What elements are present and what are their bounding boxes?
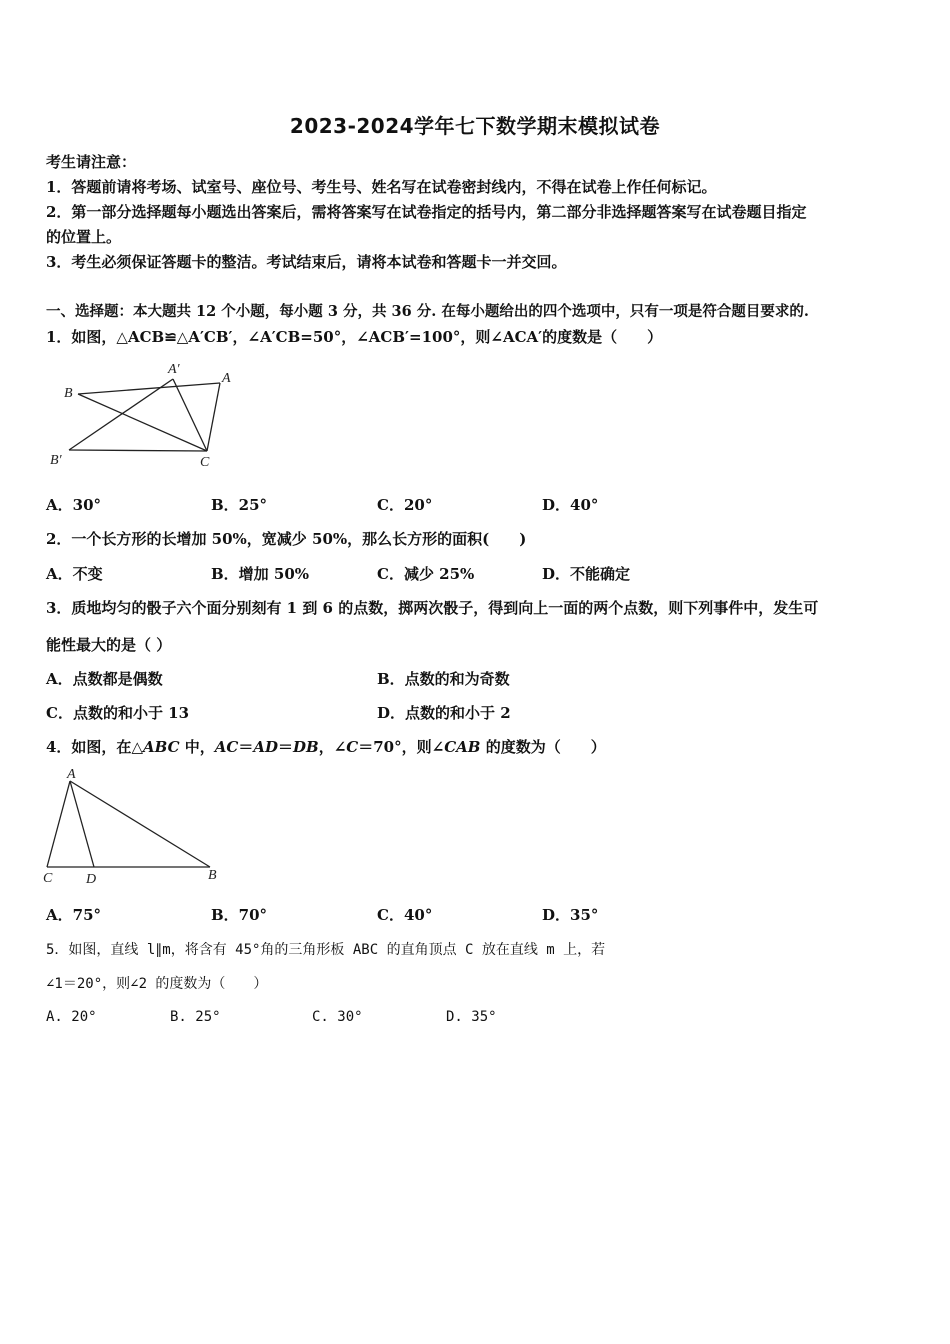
question-3-option-b: B．点数的和为奇数 — [377, 670, 510, 688]
q4-stem-c: C — [346, 738, 359, 756]
q4-stem-abc: ABC — [142, 738, 180, 756]
q1-label-b-prime: B′ — [50, 453, 62, 468]
question-1-stem: 1．如图，△ACB≌△A′CB′，∠A′CB=50°，∠ACB′=100°，则∠ACA′的度数是（ ） — [46, 328, 663, 346]
question-1-option-a: A．30° — [46, 496, 102, 514]
q4-stem-part: 4．如图，在△ — [46, 738, 143, 756]
question-3-stem-line-2: 能性最大的是（ ） — [46, 636, 172, 654]
question-4-option-b: B．70° — [211, 906, 268, 924]
notice-heading: 考生请注意： — [46, 153, 137, 171]
q4-stem-cab: CAB — [444, 738, 481, 756]
question-5-option-a: A. 20° — [46, 1009, 97, 1025]
question-4-stem — [46, 737, 606, 757]
question-2-option-c: C．减少 25% — [377, 565, 475, 583]
question-5-option-b: B. 25° — [170, 1009, 221, 1025]
section-heading: 一、选择题：本大题共 12 个小题，每小题 3 分，共 36 分. 在每小题给出的四个选项中，只有一项是符合题目要求的. — [46, 303, 809, 320]
question-4-option-c: C．40° — [377, 906, 433, 924]
question-3-stem-line-1: 3．质地均匀的骰子六个面分别刻有 1 到 6 的点数，掷两次骰子，得到向上一面的两个点数，则下列事件中，发生可 — [46, 599, 819, 617]
notice-item-1: 1．答题前请将考场、试室号、座位号、考生号、姓名写在试卷密封线内，不得在试卷上作任何标记。 — [46, 178, 717, 196]
question-3-option-a: A．点数都是偶数 — [46, 670, 163, 688]
q4-stem-ac: AC — [214, 738, 239, 756]
question-5-stem-line-2 — [46, 973, 267, 994]
q4-stem-part: ＝70°，则∠ — [358, 738, 445, 756]
question-2-option-b: B．增加 50% — [211, 565, 310, 583]
q4-label-a: A — [67, 767, 76, 782]
q5-stem-text: 5．如图，直线 l∥m，将含有 45°角的三角形板 ABC 的直角顶点 C 放在直线 m 上，若 — [46, 942, 606, 958]
notice-item-3: 3．考生必须保证答题卡的整洁。考试结束后，请将本试卷和答题卡一并交回。 — [46, 253, 567, 271]
q1-label-a-prime: A′ — [168, 362, 180, 377]
q4-label-c: C — [43, 871, 53, 886]
q1-label-b: B — [64, 386, 73, 401]
q4-label-d: D — [86, 872, 97, 887]
q1-label-c: C — [200, 455, 210, 470]
question-1-figure — [44, 356, 244, 472]
question-5-option-c: C. 30° — [312, 1009, 363, 1025]
question-2-stem: 2．一个长方形的长增加 50%，宽减少 50%，那么长方形的面积( ) — [46, 530, 527, 548]
notice-item-2: 2．第一部分选择题每小题选出答案后，需将答案写在试卷指定的括号内，第二部分非选择题答案写在试卷题目指定 — [46, 203, 807, 221]
q4-stem-part: ＝ — [238, 738, 254, 756]
q4-stem-part: ，∠ — [318, 738, 347, 756]
q4-stem-part: ＝ — [278, 738, 294, 756]
question-1-option-b: B．25° — [211, 496, 268, 514]
question-3-option-c: C．点数的和小于 13 — [46, 704, 190, 722]
question-1-option-c: C．20° — [377, 496, 433, 514]
q4-stem-ad: AD — [253, 738, 279, 756]
question-4-option-a: A．75° — [46, 906, 102, 924]
question-5-option-d: D. 35° — [446, 1009, 497, 1025]
question-2-option-a: A．不变 — [46, 565, 103, 583]
notice-item-2-cont: 的位置上。 — [46, 228, 122, 246]
q5-stem-text: ∠1＝20°，则∠2 的度数为（ ） — [46, 976, 268, 992]
question-2-option-d: D．不能确定 — [542, 565, 631, 583]
question-1-option-d: D．40° — [542, 496, 599, 514]
page-title: 2023-2024学年七下数学期末模拟试卷 — [289, 114, 661, 138]
question-3-option-d: D．点数的和小于 2 — [377, 704, 511, 722]
q1-label-a: A — [222, 371, 231, 386]
question-4-option-d: D．35° — [542, 906, 599, 924]
q4-stem-part: 的度数为（ ） — [480, 738, 606, 756]
question-4-figure — [40, 764, 230, 888]
question-5-stem-line-1 — [46, 939, 605, 960]
q4-stem-db: DB — [293, 738, 319, 756]
q4-label-b: B — [208, 868, 217, 883]
q4-stem-part: 中， — [179, 738, 215, 756]
